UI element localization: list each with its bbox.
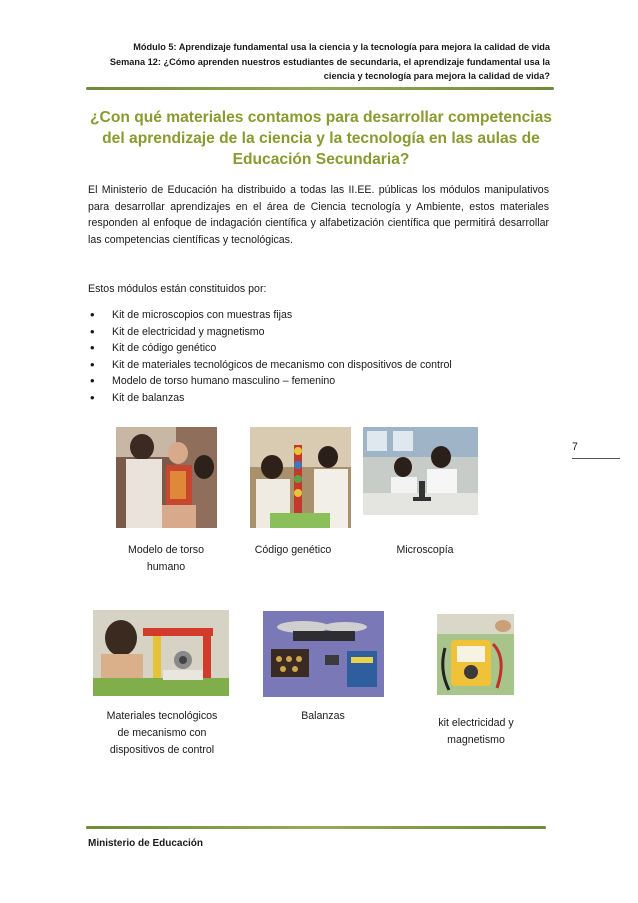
microscopy-caption: Microscopía [396,544,454,556]
electricity-caption-line-2: magnetismo [447,734,505,746]
mechanisms-photo [93,610,229,696]
torso-caption [113,542,219,576]
balances-photo [263,611,384,697]
list-item: • Kit de microscopios con muestras fijas [88,307,558,324]
microscopy-photo [363,427,478,515]
running-header [88,40,550,84]
page-number-rule [572,458,620,459]
title-line-2: del aprendizaje de la ciencia y la tecnología en las aulas de [102,130,540,147]
balances-caption: Balanzas [301,710,345,722]
list-item: • Kit de electricidad y magnetismo [88,324,558,341]
title-line-3: Educación Secundaria? [232,151,410,168]
torso-model-photo [116,427,217,528]
mechanisms-caption-line-1: Materiales tecnológicos [106,710,218,722]
intro-paragraph: El Ministerio de Educación ha distribuido a todas las II.EE. públicas los módulos manipulativos para desarrollar aprendizajes en el área de Ciencia tecnología y Ambiente, estos materiales responden al enfoque de indagación científica y alfabetización científica que permitirá desarrollar las competencias científicas y tecnológicas. [88,184,549,246]
mechanisms-caption [91,708,233,759]
list-item: • Kit de balanzas [88,390,558,407]
list-item: • Kit de código genético [88,340,558,357]
torso-caption-line-2: humano [146,561,186,573]
modules-intro: Estos módulos están constituidos por: [88,283,267,295]
list-item: • Kit de materiales tecnológicos de mecanismo con dispositivos de control [88,357,558,374]
footer-rule [86,826,546,829]
page-number: 7 [572,441,578,453]
genetic-caption: Código genético [254,544,332,556]
genetic-code-photo [250,427,351,528]
page-title [86,107,556,170]
electricity-kit-photo [437,614,514,695]
header-line-1: Módulo 5: Aprendizaje fundamental usa la ciencia y la tecnología para mejora la calidad de vida [133,42,550,52]
title-line-1: ¿Con qué materiales contamos para desarrollar competencias [90,109,552,126]
header-rule [86,87,554,90]
mechanisms-caption-line-3: dispositivos de control [109,744,215,756]
header-line-3: ciencia y tecnología para mejora la calidad de vida? [323,71,550,81]
footer-text: Ministerio de Educación [88,838,204,849]
electricity-caption [420,715,532,749]
header-line-2: Semana 12: ¿Cómo aprenden nuestros estudiantes de secundaria, el aprendizaje fundamental usa la [109,56,550,67]
list-item: • Modelo de torso humano masculino – femenino [88,373,558,390]
electricity-caption-line-1: kit electricidad y [438,717,514,729]
modules-list [88,307,558,407]
torso-caption-line-1: Modelo de torso [128,544,204,556]
mechanisms-caption-line-2: de mecanismo con [117,727,207,739]
